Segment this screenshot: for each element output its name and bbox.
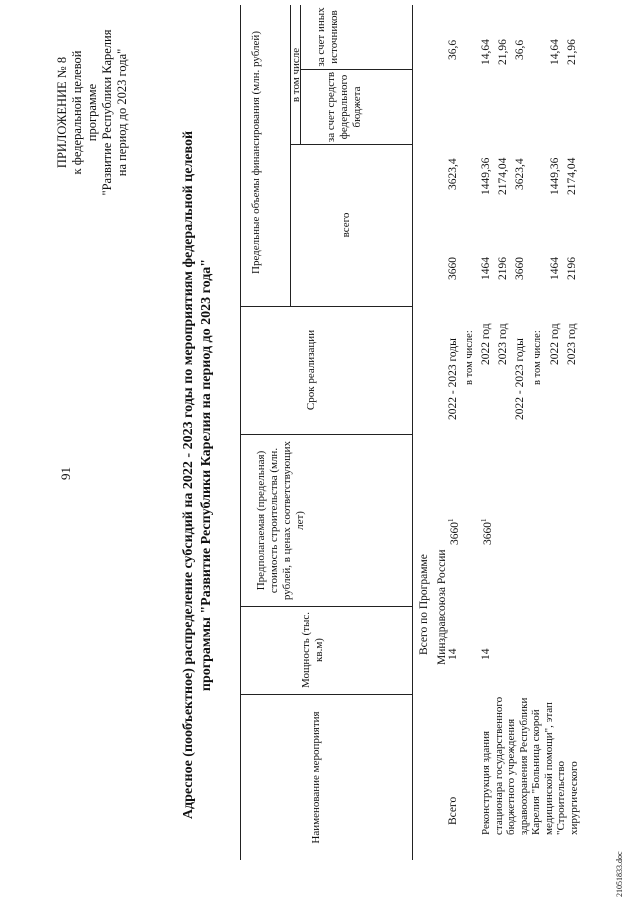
table-header-rule [412,5,413,860]
row-1-cost-note: 1 [447,518,455,522]
appendix-line-3: "Развитие Республики Карелия [100,29,114,196]
row-2-total-2023: 2196 [566,257,578,280]
row-2-year-2023: 2023 год [566,323,578,365]
col-divider-1 [240,694,412,695]
row-2-other-2022: 14,64 [549,39,561,65]
row-1-federal-2023: 2174,04 [497,157,509,195]
col-divider-5 [290,144,412,145]
col-divider-3 [240,434,412,435]
row-2-total: 3660 [514,257,526,280]
file-footer: 21051833.doc [615,851,624,897]
row-1-year-2022: 2022 год [480,323,492,365]
row-1-cost: 3660$^1$ [447,518,461,545]
header-name: Наименование мероприятия [310,711,322,844]
header-capacity: Мощность (тыс. кв.м) [300,611,325,689]
header-cost: Предполагаемая (предельная) стоимость строительства (млн. рублей, в ценах соответствующих лет) [255,440,306,601]
col-divider-6 [300,69,412,70]
header-funding: Предельные объемы финансирования (млн. рублей) [250,31,262,274]
col-divider-2 [240,606,412,607]
col-divider-4 [240,306,412,307]
row-1-including: в том числе: [464,330,475,385]
row-1-name: Всего [447,796,459,825]
row-1-total: 3660 [447,257,459,280]
row-1-other: 36,6 [447,39,459,60]
row-1-other-2023: 21,96 [497,39,509,65]
table-top-rule [240,5,241,860]
row-2-period: 2022 - 2023 годы [514,338,526,420]
page-number: 91 [58,467,73,480]
row-1-total-2023: 2196 [497,257,509,280]
row-1-capacity: 14 [447,648,459,660]
row-1-total-2022: 1464 [480,257,492,280]
header-total: всего [340,212,352,238]
row-2-including: в том числе: [532,330,543,385]
row-2-federal-2023: 2174,04 [566,157,578,195]
row-1-federal-2022: 1449,36 [480,157,492,195]
section-ministry: Минздравсоюза России [436,549,448,665]
row-1-year-2023: 2023 год [497,323,509,365]
appendix-line-1: ПРИЛОЖЕНИЕ № 8 [55,56,69,169]
row-1-federal: 3623,4 [447,158,459,190]
row-2-federal-2022: 1449,36 [549,157,561,195]
row-2-federal: 3623,4 [514,158,526,190]
header-including: в том числе [290,47,302,103]
row-1-other-2022: 14,64 [480,39,492,65]
appendix-line-2: к федеральной целевой программе [70,50,99,175]
document-title: Адресное (пообъектное) распределение субсидий на 2022 - 2023 годы по мероприятиям федеральной целевой программы "Развитие Республики Карелия на период до 2023 года" [181,130,214,820]
appendix-line-4: на период до 2023 года" [115,48,129,177]
row-2-cost: 3660$^1$ [480,518,494,545]
header-federal: за счет средств федерального бюджета [325,71,363,143]
header-other: за счет иных источников [315,7,340,67]
row-2-other-2023: 21,96 [566,39,578,65]
row-2-cost-note: 1 [480,518,488,522]
row-2-total-2022: 1464 [549,257,561,280]
row-1-period: 2022 - 2023 годы [447,338,459,420]
row-2-other: 36,6 [514,39,526,60]
row-2-name: Реконструкция здания стационара государственного бюджетного учреждения здравоохранения Республики Карелия "Больница скорой медицинской помощи", этап "Строительство хирургического [480,696,580,835]
header-period: Срок реализации [305,329,317,411]
section-all-program: Всего по Программе [418,554,430,655]
row-2-capacity: 14 [480,648,492,660]
appendix-header [55,25,130,200]
row-2-year-2022: 2022 год [549,323,561,365]
